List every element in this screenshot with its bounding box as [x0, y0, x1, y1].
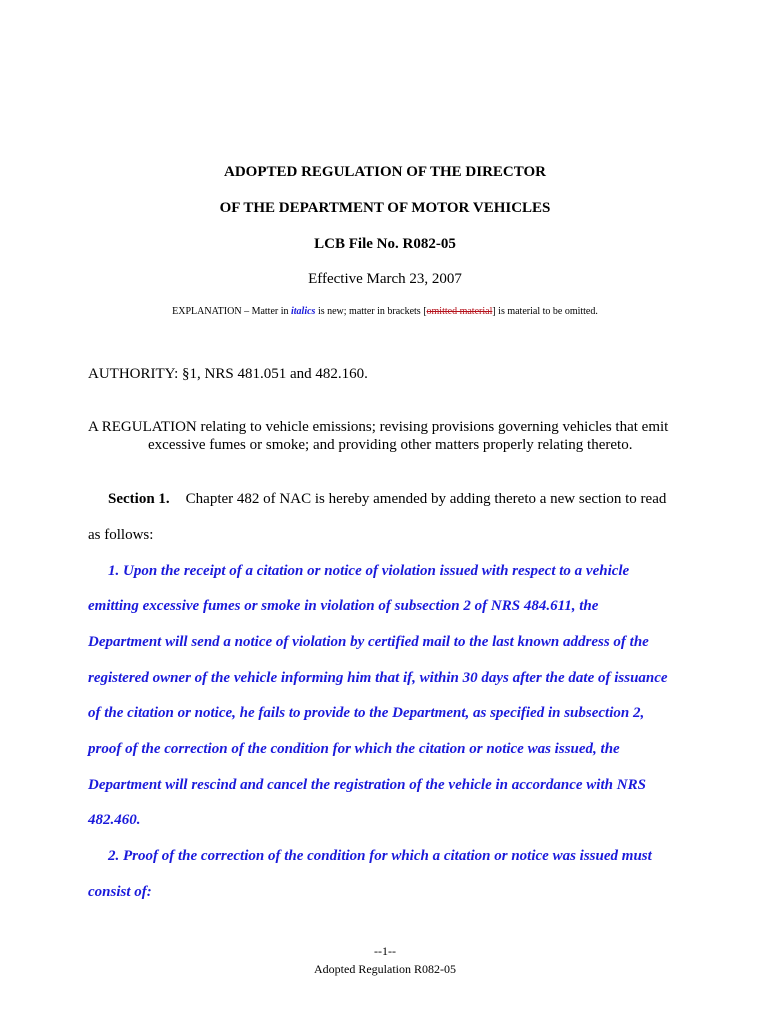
new-text-p1-line: of the citation or notice, he fails to provide to the Department, as specified in subsection 2, [88, 705, 645, 721]
summary-line-1: A REGULATION relating to vehicle emissions; revising provisions governing vehicles that emit [88, 419, 669, 435]
new-text-p1-line: 482.460. [88, 812, 141, 828]
new-text-p2-line: 2. Proof of the correction of the condition for which a citation or notice was issued must [108, 848, 652, 864]
new-text-p2-line: consist of: [88, 884, 152, 900]
new-text-p1-line: proof of the correction of the condition for which the citation or notice was issued, the [88, 741, 620, 757]
new-text-p1-line: Department will send a notice of violation by certified mail to the last known address of the [88, 634, 649, 650]
section-1 [108, 491, 666, 508]
summary-line-2: excessive fumes or smoke; and providing other matters properly relating thereto. [148, 437, 633, 453]
new-text-p1-line: emitting excessive fumes or smoke in violation of subsection 2 of NRS 484.611, the [88, 598, 599, 614]
title-line-2: OF THE DEPARTMENT OF MOTOR VEHICLES [219, 200, 551, 216]
section-text: Chapter 482 of NAC is hereby amended by adding thereto a new section to read [185, 491, 667, 507]
section-1-cont: as follows: [88, 527, 154, 543]
new-text-p1-line: registered owner of the vehicle informing him that if, within 30 days after the date of issuance [88, 670, 668, 686]
effective-date: Effective March 23, 2007 [308, 271, 462, 287]
explanation-suffix: ] is material to be omitted. [492, 306, 598, 317]
explanation-note [0, 306, 770, 317]
authority: AUTHORITY: §1, NRS 481.051 and 482.160. [88, 366, 368, 382]
file-number: LCB File No. R082-05 [314, 236, 456, 252]
explanation-italics: italics [291, 306, 316, 317]
explanation-omitted: omitted material [426, 306, 493, 317]
page-number: --1-- [374, 944, 396, 958]
new-text-p1-line: Department will rescind and cancel the registration of the vehicle in accordance with NRS [88, 777, 646, 793]
footer-doc-id: Adopted Regulation R082-05 [314, 962, 456, 976]
new-text-p1-line: 1. Upon the receipt of a citation or notice of violation issued with respect to a vehicle [108, 563, 630, 579]
title-line-1: ADOPTED REGULATION OF THE DIRECTOR [224, 164, 546, 180]
section-label: Section 1. [108, 491, 170, 507]
explanation-middle: is new; matter in brackets [ [315, 306, 427, 317]
explanation-prefix: EXPLANATION – Matter in [172, 306, 291, 317]
